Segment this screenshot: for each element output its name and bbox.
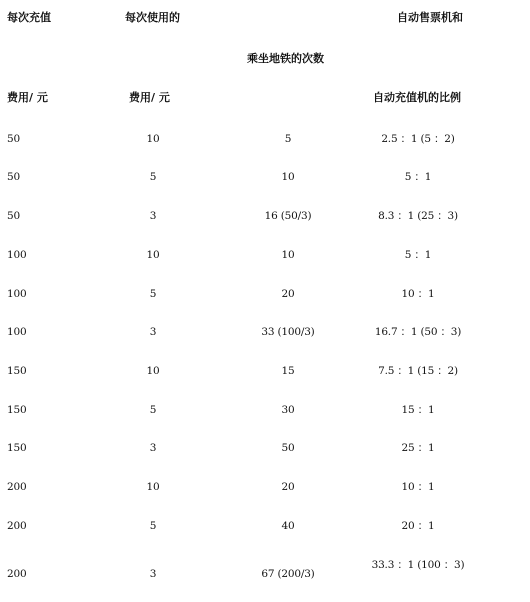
- cell-charge: 50: [7, 210, 20, 222]
- cell-trips: 15: [281, 365, 295, 377]
- cell-use: 5: [149, 404, 157, 416]
- cell-trips: 30: [281, 404, 295, 416]
- cell-ratio: 7.5 ：1 (15 ：2): [378, 365, 458, 377]
- cell-charge: 100: [7, 249, 27, 261]
- header-ratio-line2: 自动充值机的比例: [373, 91, 461, 104]
- cell-charge: 50: [7, 171, 20, 183]
- cell-ratio: 5 ：1: [404, 249, 432, 261]
- cell-use: 3: [149, 326, 157, 338]
- cell-use: 10: [146, 133, 160, 145]
- cell-charge: 150: [7, 365, 27, 377]
- cell-ratio: 5 ：1: [404, 171, 432, 183]
- cell-use: 10: [146, 249, 160, 261]
- cell-trips: 40: [281, 520, 295, 532]
- cell-trips: 33 (100/3): [261, 326, 315, 338]
- cell-charge: 100: [7, 326, 27, 338]
- header-use-line2: 费用/ 元: [129, 91, 170, 104]
- cell-use: 5: [149, 171, 157, 183]
- cell-trips: 10: [281, 171, 295, 183]
- cell-use: 5: [149, 288, 157, 300]
- cell-use: 5: [149, 520, 157, 532]
- cell-trips: 20: [281, 288, 295, 300]
- cell-ratio: 10 ：1: [401, 481, 435, 493]
- cell-use: 10: [146, 365, 160, 377]
- cell-ratio: 16.7 ：1 (50 ：3): [374, 326, 462, 338]
- cell-use: 3: [149, 568, 157, 580]
- cell-charge: 50: [7, 133, 20, 145]
- cell-ratio: 33.3 ：1 (100 ：3): [371, 559, 465, 571]
- cell-ratio: 10 ：1: [401, 288, 435, 300]
- header-ratio-line1: 自动售票机和: [397, 11, 463, 24]
- cell-trips: 10: [281, 249, 295, 261]
- cell-trips: 67 (200/3): [261, 568, 315, 580]
- header-trips: 乘坐地铁的次数: [247, 52, 324, 65]
- cell-trips: 16 (50/3): [264, 210, 312, 222]
- cell-use: 10: [146, 481, 160, 493]
- cell-ratio: 2.5 ：1 (5 ：2): [381, 133, 455, 145]
- cell-ratio: 25 ：1: [401, 442, 435, 454]
- cell-charge: 200: [7, 520, 27, 532]
- cell-trips: 50: [281, 442, 295, 454]
- cell-charge: 150: [7, 404, 27, 416]
- cell-trips: 20: [281, 481, 295, 493]
- cell-ratio: 8.3 ：1 (25 ：3): [378, 210, 458, 222]
- cell-charge: 100: [7, 288, 27, 300]
- cell-use: 3: [149, 210, 157, 222]
- cell-ratio: 15 ：1: [401, 404, 435, 416]
- cell-charge: 200: [7, 481, 27, 493]
- cell-charge: 200: [7, 568, 27, 580]
- header-use-line1: 每次使用的: [125, 11, 180, 24]
- cell-use: 3: [149, 442, 157, 454]
- cell-trips: 5: [284, 133, 292, 145]
- header-charge-line1: 每次充值: [7, 11, 51, 24]
- header-charge-line2: 费用/ 元: [7, 91, 48, 104]
- cell-ratio: 20 ：1: [401, 520, 435, 532]
- cell-charge: 150: [7, 442, 27, 454]
